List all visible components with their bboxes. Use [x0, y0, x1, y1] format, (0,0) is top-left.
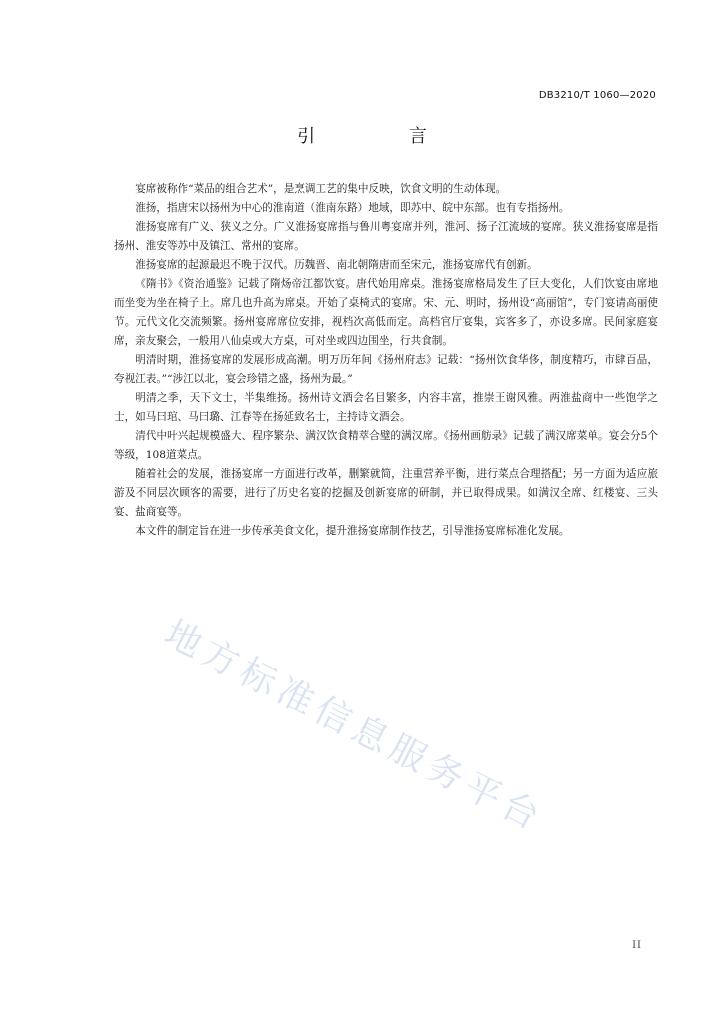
body-text — [114, 180, 658, 541]
page-number: II — [632, 940, 642, 951]
section-title: 引 言 — [297, 126, 471, 147]
paragraph: 明清时期，淮扬宴席的发展形成高潮。明万历年间《扬州府志》记载：“扬州饮食华侈，制度精巧，市肆百品，夸视江表。”“涉江以北，宴会珍错之盛，扬州为最。” — [114, 354, 658, 385]
watermark: 地方标准信息服务平台 — [157, 613, 551, 841]
paragraph: 淮扬宴席有广义、狭义之分。广义淮扬宴席指与鲁川粤宴席并列，淮河、扬子江流域的宴席。狭义淮扬宴席是指扬州、淮安等苏中及镇江、常州的宴席。 — [114, 221, 658, 252]
paragraph: 宴席被称作“菜品的组合艺术”，是烹调工艺的集中反映，饮食文明的生动体现。 — [135, 183, 507, 195]
paragraph: 淮扬，指唐宋以扬州为中心的淮南道（淮南东路）地域，即苏中、皖中东部。也有专指扬州。 — [135, 202, 570, 214]
paragraph: 随着社会的发展，淮扬宴席一方面进行改革，删繁就简，注重营养平衡，进行菜点合理搭配；另一方面为适应旅游及不同层次顾客的需要，进行了历史名宴的挖掘及创新宴席的研制，并已取得成果。如满汉全席、红楼宴、三头宴、盐商宴等。 — [114, 468, 658, 518]
paragraph: 本文件的制定旨在进一步传承美食文化，提升淮扬宴席制作技艺，引导淮扬宴席标准化发展。 — [135, 525, 570, 537]
paragraph: 《隋书》《资治通鉴》记载了隋炀帝江都饮宴。唐代始用席桌。淮扬宴席格局发生了巨大变化，人们饮宴由席地而坐变为坐在椅子上。席几也升高为席桌。开始了桌椅式的宴席。宋、元、明时，扬州设“高丽馆”，专门宴请高丽使节。元代文化交流频繁。扬州宴席席位安排，视档次高低而定。高档官厅宴集，宾客多了，亦设多席。民间家庭宴席，亲友聚会，一般用八仙桌或大方桌，可对坐或四边围坐，行共食制。 — [114, 278, 658, 347]
paragraph: 淮扬宴席的起源最迟不晚于汉代。历魏晋、南北朝隋唐而至宋元，淮扬宴席代有创新。 — [135, 259, 538, 271]
paragraph: 明清之季，天下文士，半集维扬。扬州诗文酒会名目繁多，内容丰富，推崇王谢风雅。两淮盐商中一些饱学之士，如马曰琯、马曰璐、江春等在扬延致名士，主持诗文酒会。 — [114, 392, 658, 423]
document-code: DB3210/T 1060—2020 — [538, 90, 656, 101]
paragraph: 清代中叶兴起规模盛大、程序繁杂、满汉饮食精萃合璧的满汉席。《扬州画舫录》记载了满汉席菜单。宴会分5个等级，108道菜点。 — [114, 430, 658, 461]
